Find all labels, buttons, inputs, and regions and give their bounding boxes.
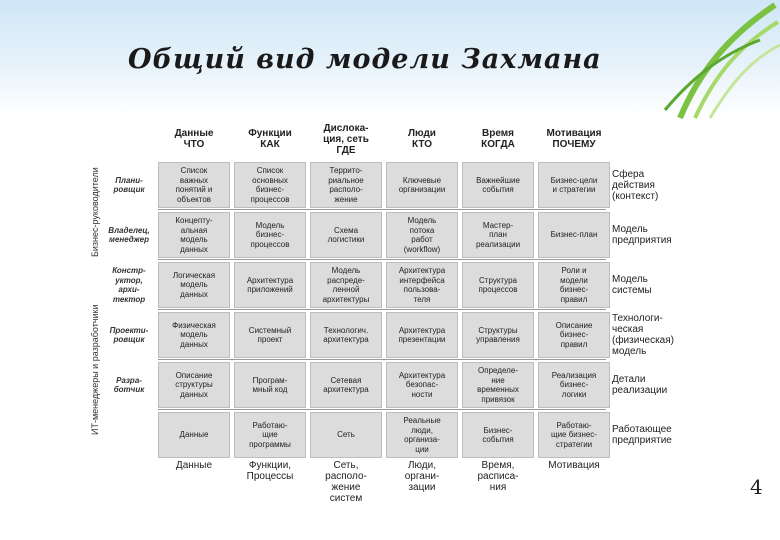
side-group-it: ИТ-менеджеры и разработчики	[90, 304, 100, 436]
column-header: Дислока- ция, сеть ГДЕ	[323, 122, 369, 156]
column-footer: Сеть, располо- жение систем	[325, 460, 367, 504]
row-role-label: Проекти- ровщик	[109, 325, 149, 344]
matrix-cell: Террито- риальное располо- жение	[310, 162, 382, 208]
matrix-cell: Сетевая архитектура	[310, 362, 382, 408]
matrix-cell: Архитектура безопас- ности	[386, 362, 458, 408]
perspective-label: Работающее предприятие	[612, 424, 672, 446]
matrix-cell: Схема логистики	[310, 212, 382, 258]
column-footer: Данные	[175, 460, 213, 471]
matrix-cell: Концепту- альная модель данных	[158, 212, 230, 258]
matrix-cell: Физическая модель данных	[158, 312, 230, 358]
row-separator	[158, 209, 606, 210]
matrix-cell: Модель бизнес- процессов	[234, 212, 306, 258]
matrix-cell: Работаю- щие программы	[234, 412, 306, 458]
column-footer: Мотивация	[548, 460, 600, 471]
perspective-label: Сфера действия (контекст)	[612, 168, 659, 202]
matrix-cell: Бизнес-план	[538, 212, 610, 258]
matrix-cell: Модель распреде- ленной архитектуры	[310, 262, 382, 308]
matrix-cell: Мастер- план реализации	[462, 212, 534, 258]
matrix-cell: Описание структуры данных	[158, 362, 230, 408]
row-role-label: Плани- ровщик	[113, 175, 145, 194]
perspective-label: Детали реализации	[612, 374, 668, 396]
row-separator	[158, 309, 606, 310]
matrix-cell: Структура процессов	[462, 262, 534, 308]
matrix-cell: Сеть	[310, 412, 382, 458]
row-role-label	[103, 412, 155, 458]
matrix-cell: Роли и модели бизнес- правил	[538, 262, 610, 308]
side-group-business: Бизнес-руководители	[90, 167, 100, 257]
matrix-cell: Ключевые организации	[386, 162, 458, 208]
perspective-label: Модель системы	[612, 274, 652, 296]
column-header: Функции КАК	[248, 128, 292, 150]
matrix-cell: Определе- ние временных привязок	[462, 362, 534, 408]
row-separator	[158, 409, 606, 410]
matrix-cell: Архитектура презентации	[386, 312, 458, 358]
matrix-cell: Бизнес-цели и стратегии	[538, 162, 610, 208]
column-header: Люди КТО	[408, 128, 436, 150]
matrix-cell: Логическая модель данных	[158, 262, 230, 308]
perspective-label: Модель предприятия	[612, 224, 672, 246]
column-header: Данные ЧТО	[174, 128, 214, 150]
matrix-cell: Реальные люди, организа- ции	[386, 412, 458, 458]
matrix-cell: Архитектура интерфейса пользова- теля	[386, 262, 458, 308]
row-role-label: Владелец, менеджер	[108, 225, 150, 244]
matrix-cell: Важнейшие события	[462, 162, 534, 208]
matrix-cell: Технологич. архитектура	[310, 312, 382, 358]
column-header: Мотивация ПОЧЕМУ	[546, 128, 602, 150]
matrix-cell: Список важных понятий и объектов	[158, 162, 230, 208]
perspective-label: Технологи- ческая (физическая) модель	[612, 313, 674, 357]
matrix-cell: Описание бизнес- правил	[538, 312, 610, 358]
matrix-cell: Програм- мный код	[234, 362, 306, 408]
matrix-cell: Архитектура приложений	[234, 262, 306, 308]
matrix-cell: Работаю- щие бизнес- стратегии	[538, 412, 610, 458]
matrix-cell: Модель потока работ (workflow)	[386, 212, 458, 258]
matrix-cell: Системный проект	[234, 312, 306, 358]
row-separator	[158, 359, 606, 360]
slide-number: 4	[750, 475, 763, 499]
matrix-cell: Список основных бизнес- процессов	[234, 162, 306, 208]
column-footer: Функции, Процессы	[246, 460, 294, 482]
matrix-cell: Бизнес- события	[462, 412, 534, 458]
matrix-cell: Реализация бизнес- логики	[538, 362, 610, 408]
slide-title: Общий вид модели Захмана	[128, 44, 602, 75]
column-footer: Время, расписа- ния	[477, 460, 519, 493]
column-footer: Люди, органи- зации	[404, 460, 440, 493]
row-role-label: Разра- ботчик	[113, 375, 145, 394]
matrix-cell: Структуры управления	[462, 312, 534, 358]
matrix-cell: Данные	[158, 412, 230, 458]
column-header: Время КОГДА	[481, 128, 515, 150]
leaf-decoration	[640, 0, 780, 120]
row-role-label: Констр- уктор, архи- тектор	[112, 266, 146, 304]
row-separator	[158, 259, 606, 260]
